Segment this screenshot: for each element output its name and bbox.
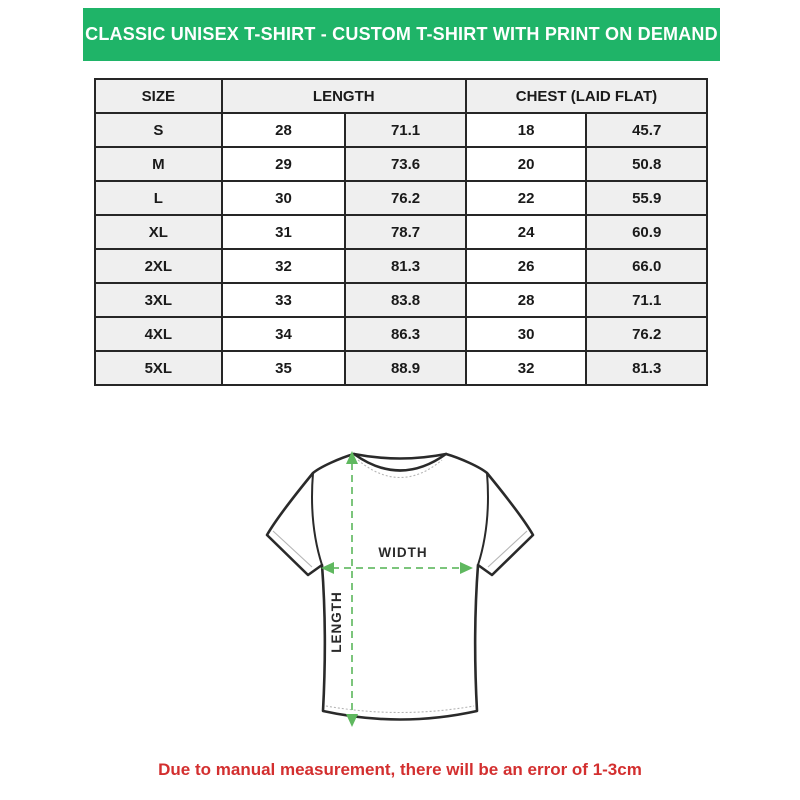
length-in-cell: 30	[222, 181, 346, 215]
chest-in-cell: 28	[466, 283, 587, 317]
chest-cm-cell: 76.2	[586, 317, 707, 351]
length-cm-cell: 83.8	[345, 283, 466, 317]
length-cm-cell: 78.7	[345, 215, 466, 249]
chest-cm-cell: 50.8	[586, 147, 707, 181]
length-cm-cell: 81.3	[345, 249, 466, 283]
column-header-size: SIZE	[95, 79, 222, 113]
page-title: CLASSIC UNISEX T-SHIRT - CUSTOM T-SHIRT WITH PRINT ON DEMAND	[85, 24, 718, 44]
chest-cm-cell: 71.1	[586, 283, 707, 317]
size-cell: L	[95, 181, 222, 215]
chest-cm-cell: 81.3	[586, 351, 707, 385]
measurement-error-note: Due to manual measurement, there will be an error of 1-3cm	[158, 760, 642, 779]
table-row	[95, 215, 707, 249]
chest-in-cell: 20	[466, 147, 587, 181]
table-row	[95, 147, 707, 181]
chest-cm-cell: 45.7	[586, 113, 707, 147]
column-header-length: LENGTH	[222, 79, 466, 113]
length-cm-cell: 76.2	[345, 181, 466, 215]
chest-cm-cell: 60.9	[586, 215, 707, 249]
length-in-cell: 31	[222, 215, 346, 249]
size-cell: 5XL	[95, 351, 222, 385]
tshirt-measurement-diagram	[250, 440, 550, 740]
length-label: LENGTH	[329, 591, 344, 653]
table-row	[95, 181, 707, 215]
size-cell: 2XL	[95, 249, 222, 283]
chest-cm-cell: 66.0	[586, 249, 707, 283]
size-cell: 3XL	[95, 283, 222, 317]
chest-in-cell: 32	[466, 351, 587, 385]
chest-in-cell: 26	[466, 249, 587, 283]
table-row	[95, 317, 707, 351]
column-header-chest: CHEST (LAID FLAT)	[466, 79, 707, 113]
tshirt-outline	[267, 454, 533, 720]
table-row	[95, 283, 707, 317]
chest-in-cell: 24	[466, 215, 587, 249]
size-cell: M	[95, 147, 222, 181]
table-row	[95, 113, 707, 147]
length-in-cell: 34	[222, 317, 346, 351]
length-cm-cell: 73.6	[345, 147, 466, 181]
length-cm-cell: 88.9	[345, 351, 466, 385]
table-header-row	[95, 79, 707, 113]
title-banner	[83, 8, 720, 61]
length-in-cell: 35	[222, 351, 346, 385]
chest-cm-cell: 55.9	[586, 181, 707, 215]
width-label: WIDTH	[378, 545, 428, 560]
length-cm-cell: 71.1	[345, 113, 466, 147]
length-in-cell: 33	[222, 283, 346, 317]
size-cell: XL	[95, 215, 222, 249]
chest-in-cell: 18	[466, 113, 587, 147]
size-table	[94, 78, 708, 386]
chest-in-cell: 22	[466, 181, 587, 215]
length-in-cell: 29	[222, 147, 346, 181]
table-row	[95, 351, 707, 385]
length-arrow-bottom	[346, 714, 358, 727]
chest-in-cell: 30	[466, 317, 587, 351]
size-cell: S	[95, 113, 222, 147]
table-row	[95, 249, 707, 283]
length-in-cell: 32	[222, 249, 346, 283]
size-cell: 4XL	[95, 317, 222, 351]
length-in-cell: 28	[222, 113, 346, 147]
length-cm-cell: 86.3	[345, 317, 466, 351]
